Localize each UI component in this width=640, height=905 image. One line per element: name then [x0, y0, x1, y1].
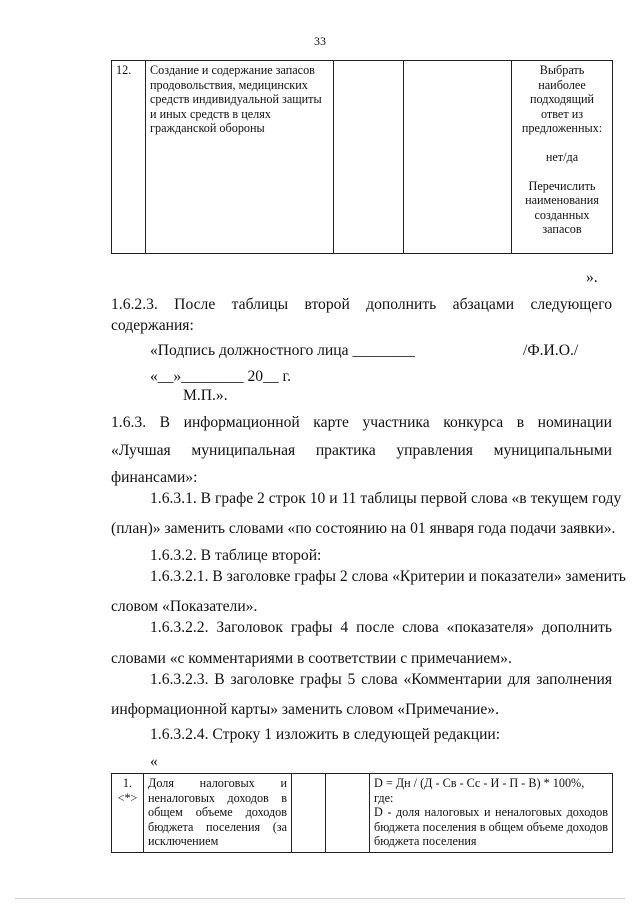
- page-bottom-edge: [15, 898, 625, 899]
- paragraph-line: 1.6.2.3. После таблицы второй дополнить абзацами следующего: [111, 296, 612, 313]
- paragraph-line: (план)» заменить словами «по состоянию на 01 января года подачи заявки».: [111, 520, 616, 537]
- paragraph-line: словами «с комментариями в соответствии с примечанием».: [111, 650, 512, 667]
- paragraph-line: информационной карты» заменить словом «Примечание».: [111, 701, 499, 718]
- signature-line: «Подпись должностного лица ________: [150, 342, 415, 359]
- formula: D = Дн / (Д - Св - Сс - И - П - В) * 100%,: [374, 776, 585, 790]
- table-continuation: [111, 60, 613, 254]
- paragraph-line: 1.6.3.1. В графе 2 строк 10 и 11 таблицы первой слова «в текущем году: [150, 490, 622, 507]
- row-number: 12.: [112, 61, 146, 254]
- empty-cell: [334, 61, 404, 254]
- open-quote: «: [150, 753, 158, 770]
- empty-cell: [326, 774, 370, 853]
- formula-cell: [370, 774, 613, 853]
- note-options: нет/да: [545, 149, 579, 164]
- table-new-row: [111, 773, 613, 853]
- paragraph-line: содержания:: [111, 317, 194, 334]
- paragraph-line: 1.6.3.2.1. В заголовке графы 2 слова «Критерии и показатели» заменить: [150, 568, 626, 585]
- paragraph-line: финансами»:: [111, 469, 198, 486]
- indicator-name: Доля налоговых и неналоговых доходов в общем объеме доходов бюджета поселения (за исключением: [144, 774, 292, 853]
- stamp-label: М.П.».: [183, 387, 228, 404]
- footnote-marker: <*>: [117, 790, 138, 805]
- paragraph-line: «Лучшая муниципальная практика управления муниципальными: [111, 442, 612, 459]
- closing-quote: ».: [586, 269, 598, 286]
- paragraph-line: 1.6.3. В информационной карте участника конкурса в номинации: [111, 414, 612, 431]
- table-row: [112, 61, 613, 254]
- note-cell: [512, 61, 613, 254]
- note-list-instruction: Перечислить наименования созданных запасов: [525, 178, 599, 237]
- formula-where: где:: [374, 790, 394, 805]
- formula-description: D - доля налоговых и неналоговых доходов бюджета поселения в общем объеме доходов бюджета поселения: [374, 805, 608, 849]
- fio-label: /Ф.И.О./: [523, 342, 579, 359]
- paragraph-line: 1.6.3.2.3. В заголовке графы 5 слова «Комментарии для заполнения: [150, 671, 612, 688]
- paragraph-line: 1.6.3.2. В таблице второй:: [150, 547, 322, 564]
- note-instruction: Выбрать наиболее подходящий ответ из предложенных:: [521, 63, 603, 136]
- row-number: 1. <*>: [112, 774, 144, 853]
- empty-cell: [292, 774, 326, 853]
- paragraph-line: словом «Показатели».: [111, 598, 258, 615]
- date-line: «__»________ 20__ г.: [150, 368, 292, 385]
- paragraph-line: 1.6.3.2.2. Заголовок графы 4 после слова «показателя» дополнить: [150, 619, 612, 636]
- paragraph-line: 1.6.3.2.4. Строку 1 изложить в следующей редакции:: [150, 726, 501, 743]
- table-row: [112, 774, 613, 853]
- criterion-name: Создание и содержание запасов продовольствия, медицинских средств индивидуальной защиты и иных средств в целях гражданской обороны: [146, 61, 334, 254]
- page-number: 33: [314, 34, 326, 48]
- empty-cell: [404, 61, 512, 254]
